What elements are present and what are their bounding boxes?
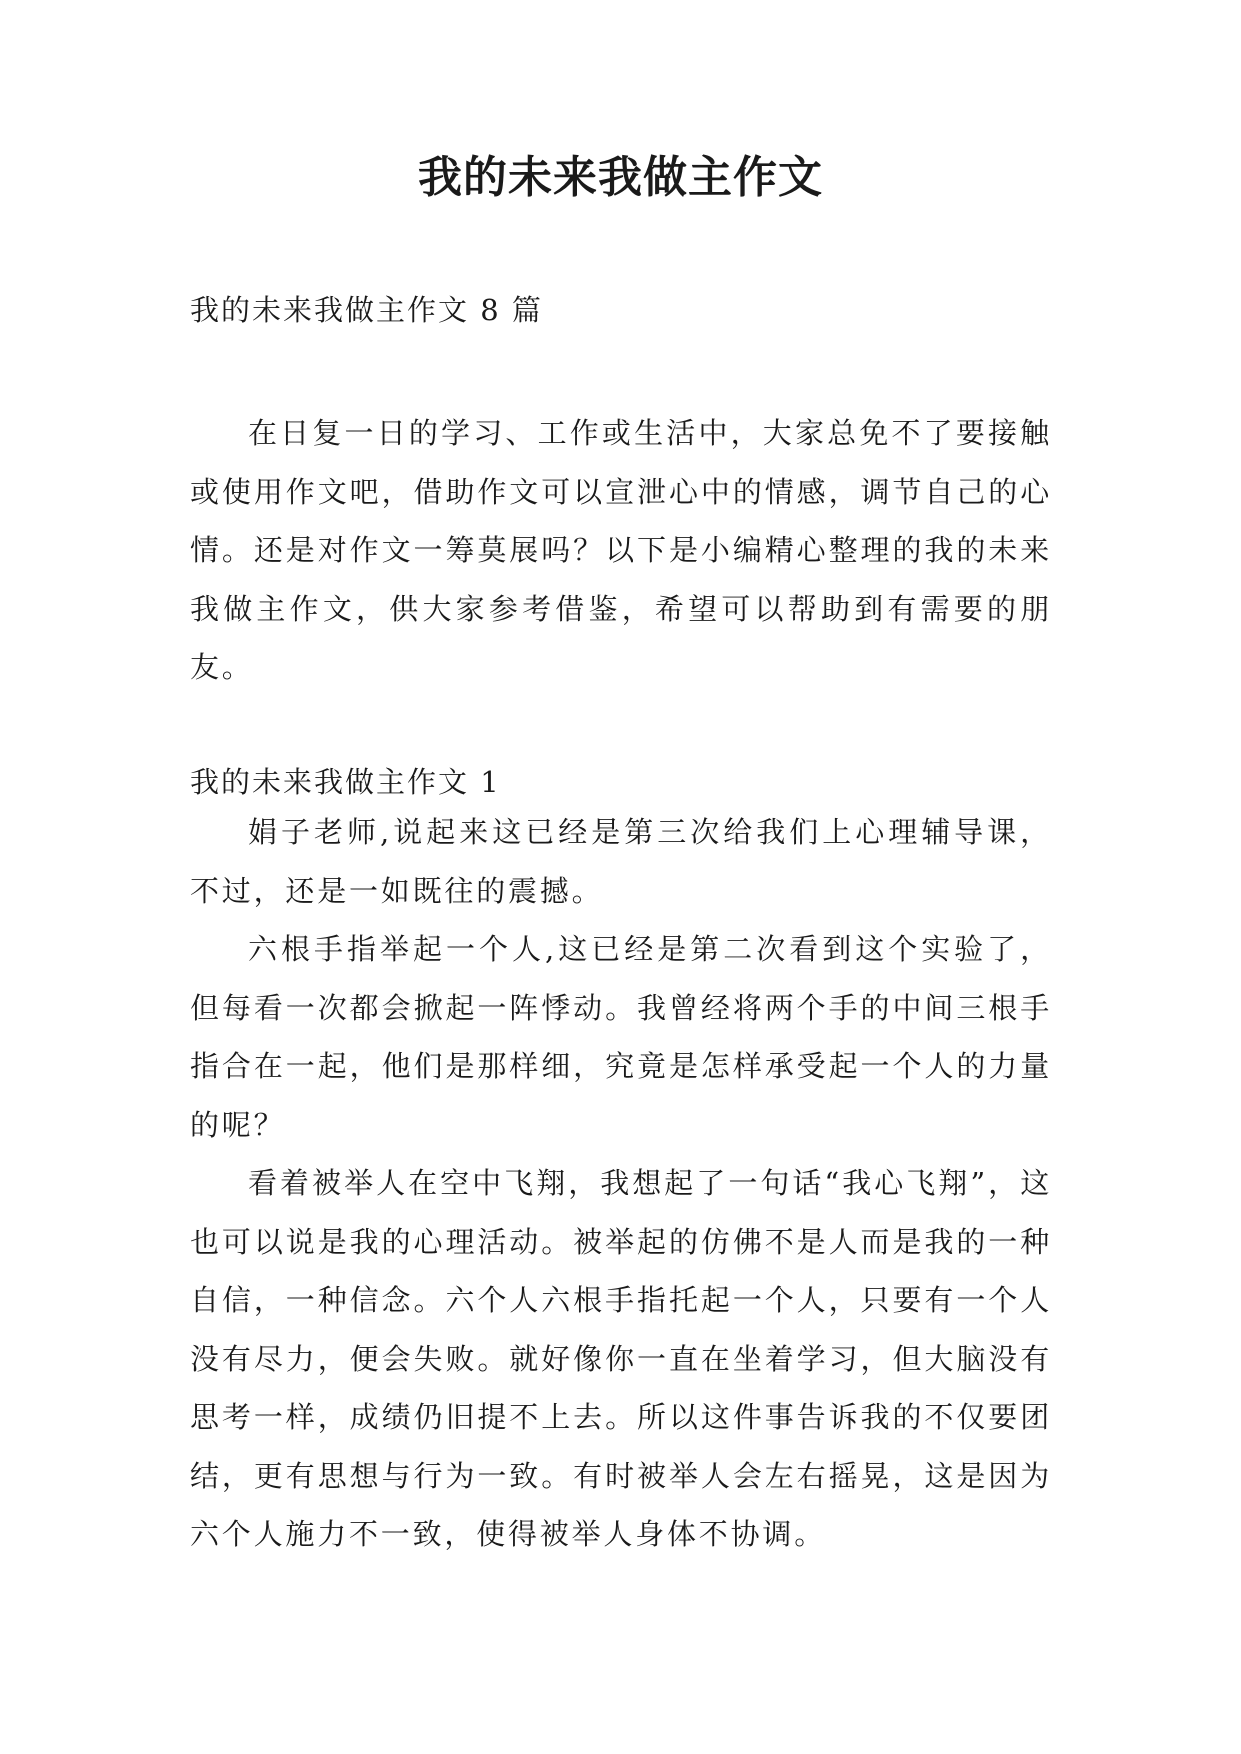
section-body (190, 803, 1052, 1564)
document-subtitle: 我的未来我做主作文 8 篇 (190, 293, 543, 327)
body-paragraph: 六根手指举起一个人,这已经是第二次看到这个实验了，但每看一次都会掀起一阵悸动。我曾经将两个手的中间三根手指合在一起，他们是那样细，究竟是怎样承受起一个人的力量的呢？ (190, 932, 1052, 1142)
body-paragraph: 娟子老师,说起来这已经是第三次给我们上心理辅导课，不过，还是一如既往的震撼。 (190, 815, 1052, 908)
intro-paragraph: 在日复一日的学习、工作或生活中，大家总免不了要接触或使用作文吧，借助作文可以宣泄心中的情感，调节自己的心情。还是对作文一筹莫展吗？以下是小编精心整理的我的未来我做主作文，供大家参考借鉴，希望可以帮助到有需要的朋友。 (190, 416, 1052, 684)
section-heading: 我的未来我做主作文 1 (190, 765, 501, 799)
document-title: 我的未来我做主作文 (418, 152, 823, 203)
body-paragraph: 看着被举人在空中飞翔，我想起了一句话“我心飞翔”，这也可以说是我的心理活动。被举起的仿佛不是人而是我的一种自信，一种信念。六个人六根手指托起一个人，只要有一个人没有尽力，便会失败。就好像你一直在坐着学习，但大脑没有思考一样，成绩仍旧提不上去。所以这件事告诉我的不仅要团结，更有思想与行为一致。有时被举人会左右摇晃，这是因为六个人施力不一致，使得被举人身体不协调。 (190, 1166, 1052, 1551)
